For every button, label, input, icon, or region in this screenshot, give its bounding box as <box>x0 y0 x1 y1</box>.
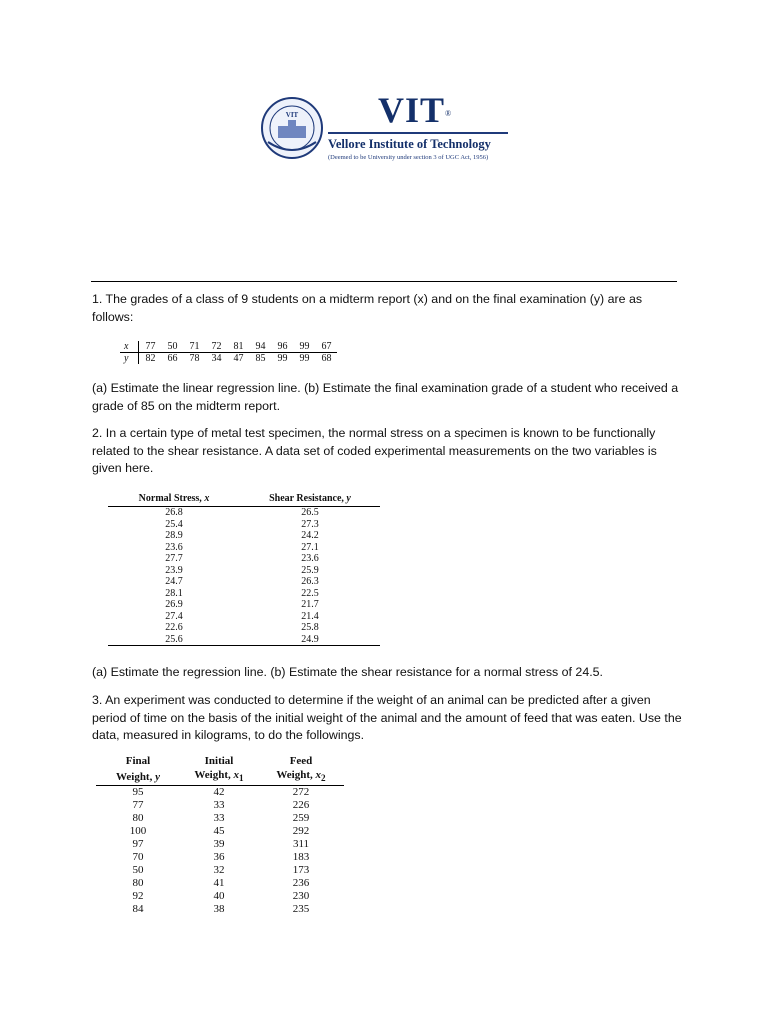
question-3-text: 3. An experiment was conducted to determine if the weight of an animal can be predicted after a given period of time on the basis of the initial weight of the animal and the amount of feed that was eaten. Use the data, measured in kilograms, to do the followings. <box>92 693 682 742</box>
table-row <box>108 530 380 542</box>
q2-data-table <box>108 491 380 646</box>
q3-cell: 80 <box>132 877 144 890</box>
q1-y-row <box>120 353 337 365</box>
q3-cell: 272 <box>292 786 310 799</box>
table-row <box>108 553 380 565</box>
q3-cell: 292 <box>292 825 310 838</box>
q1-x-cell: 99 <box>293 341 315 353</box>
q1-x-cell: 50 <box>161 341 183 353</box>
q1-x-cell: 77 <box>139 341 162 353</box>
q2-cell: 27.4 <box>165 610 183 622</box>
q3-table-body <box>96 786 344 917</box>
q2-cell: 25.6 <box>108 634 240 646</box>
q1-y-cell: 78 <box>189 353 200 364</box>
q3-cell: 32 <box>213 864 225 877</box>
q3-cell: 97 <box>132 838 144 851</box>
q3-cell: 259 <box>292 812 310 825</box>
table-row <box>96 812 344 825</box>
q2-cell: 24.2 <box>301 530 319 541</box>
q1-y-cell: 34 <box>211 353 222 364</box>
q2-cell: 23.6 <box>165 541 183 553</box>
q1-x-cell: 71 <box>183 341 205 353</box>
q1-y-cell: 66 <box>167 353 178 364</box>
q1-x-label: x <box>120 341 139 353</box>
question-1-task: (a) Estimate the linear regression line. (b) Estimate the final examination grade of a student who received a grade of 85 on the midterm report. <box>92 381 679 413</box>
q2-cell: 25.8 <box>301 622 319 633</box>
table-row <box>108 599 380 611</box>
q3-cell: 36 <box>213 851 225 864</box>
q2-cell: 22.6 <box>165 622 183 633</box>
q2-cell: 26.5 <box>301 507 319 518</box>
table-row <box>96 877 344 890</box>
table-row <box>96 825 344 838</box>
table-row <box>96 851 344 864</box>
vit-seal-icon <box>260 96 324 160</box>
svg-text:VIT: VIT <box>285 111 299 119</box>
q1-x-cell: 81 <box>227 341 249 353</box>
q3-cell: 33 <box>213 812 225 825</box>
table-row <box>96 799 344 812</box>
q2-cell: 21.4 <box>301 610 319 622</box>
q3-cell: 77 <box>132 799 144 812</box>
q3-header-feed-weight: Weight, $x_2$ <box>258 768 344 786</box>
q3-cell: 41 <box>213 877 225 890</box>
q3-cell: 70 <box>132 851 144 864</box>
institute-name: Vellore Institute of Technology <box>328 137 491 151</box>
q3-cell: 80 <box>132 812 144 825</box>
q3-cell: 45 <box>213 825 225 838</box>
q2-cell: 21.7 <box>301 599 319 610</box>
q2-col-shear-resistance: Shear Resistance, y <box>240 491 380 507</box>
table-row <box>108 565 380 577</box>
q1-y-cell: 99 <box>277 353 288 364</box>
table-row <box>108 576 380 588</box>
q1-x-cell: 72 <box>205 341 227 353</box>
vit-title: VIT® <box>378 90 453 130</box>
q3-header-initial-weight: Weight, $x_1$ <box>180 768 258 786</box>
q3-cell: 100 <box>129 825 147 838</box>
q2-cell: 23.6 <box>301 553 319 564</box>
table-row <box>108 542 380 554</box>
q3-cell: 236 <box>292 877 310 890</box>
vit-logo <box>258 90 510 168</box>
q3-cell: 39 <box>213 838 225 851</box>
logo-divider <box>328 132 508 134</box>
table-row <box>96 890 344 903</box>
table-row <box>96 864 344 877</box>
q1-x-cell: 67 <box>315 341 337 353</box>
q2-cell: 26.9 <box>165 599 183 610</box>
q3-header-feed-top: Feed <box>289 755 313 767</box>
table-row <box>96 903 344 916</box>
q3-cell: 311 <box>292 838 310 851</box>
q2-cell: 28.9 <box>165 530 183 541</box>
q3-cell: 38 <box>213 903 225 916</box>
q2-cell: 22.5 <box>301 587 319 599</box>
registered-mark: ® <box>445 109 453 118</box>
institute-subtitle: (Deemed to be University under section 3 of UGC Act, 1956) <box>328 154 489 161</box>
q2-cell: 24.9 <box>240 634 380 646</box>
q1-y-cell: 82 <box>145 353 156 364</box>
q2-cell: 26.8 <box>165 507 183 518</box>
q3-cell: 40 <box>213 890 225 903</box>
table-row <box>96 786 344 800</box>
q3-cell: 183 <box>292 851 310 864</box>
q3-cell: 173 <box>292 864 310 877</box>
q1-x-row <box>120 341 337 353</box>
q3-cell: 226 <box>292 799 310 812</box>
q1-y-label: y <box>120 353 139 365</box>
q3-data-table <box>96 754 344 916</box>
q2-cell: 25.4 <box>165 518 183 530</box>
q3-header-initial-top: Initial <box>204 755 234 767</box>
q3-cell: 92 <box>132 890 144 903</box>
q3-header-final-weight: Weight, y <box>96 768 180 786</box>
q1-x-cell: 96 <box>271 341 293 353</box>
q3-cell: 84 <box>132 903 144 916</box>
question-2-task: (a) Estimate the regression line. (b) Estimate the shear resistance for a normal stress of 24.5. <box>92 665 603 679</box>
q3-cell: 50 <box>132 864 144 877</box>
q3-cell: 235 <box>292 903 310 916</box>
q2-cell: 27.3 <box>301 518 319 530</box>
question-2-text: 2. In a certain type of metal test specimen, the normal stress on a specimen is known to be functionally related to the shear resistance. A data set of coded experimental measurements on the two variables is given here. <box>92 426 657 475</box>
table-row <box>108 519 380 531</box>
q3-cell: 230 <box>292 890 310 903</box>
table-row <box>108 507 380 519</box>
q2-col-normal-stress: Normal Stress, x <box>108 491 240 507</box>
q2-cell: 26.3 <box>301 576 319 587</box>
q2-cell: 27.1 <box>301 541 319 553</box>
q2-cell: 23.9 <box>165 564 183 576</box>
q3-cell: 42 <box>213 786 225 799</box>
q1-y-cell: 85 <box>255 353 266 364</box>
q2-table-body <box>108 507 380 646</box>
q1-y-cell: 68 <box>321 353 332 364</box>
q2-cell: 28.1 <box>165 587 183 599</box>
q3-cell: 95 <box>132 786 144 799</box>
q1-data-table <box>120 341 337 364</box>
table-row <box>96 838 344 851</box>
table-row <box>108 634 380 646</box>
q2-cell: 24.7 <box>165 576 183 587</box>
table-row <box>108 611 380 623</box>
table-row <box>108 622 380 634</box>
q3-cell: 33 <box>213 799 225 812</box>
question-1-text: 1. The grades of a class of 9 students on a midterm report (x) and on the final examination (y) are as follows: <box>92 292 643 324</box>
table-row <box>108 588 380 600</box>
q2-cell: 25.9 <box>301 564 319 576</box>
q2-cell: 27.7 <box>165 553 183 564</box>
q3-header-final-top: Final <box>125 755 151 767</box>
header-divider <box>91 281 677 282</box>
q1-x-cell: 94 <box>249 341 271 353</box>
q1-y-cell: 99 <box>299 353 310 364</box>
q1-y-cell: 47 <box>233 353 244 364</box>
